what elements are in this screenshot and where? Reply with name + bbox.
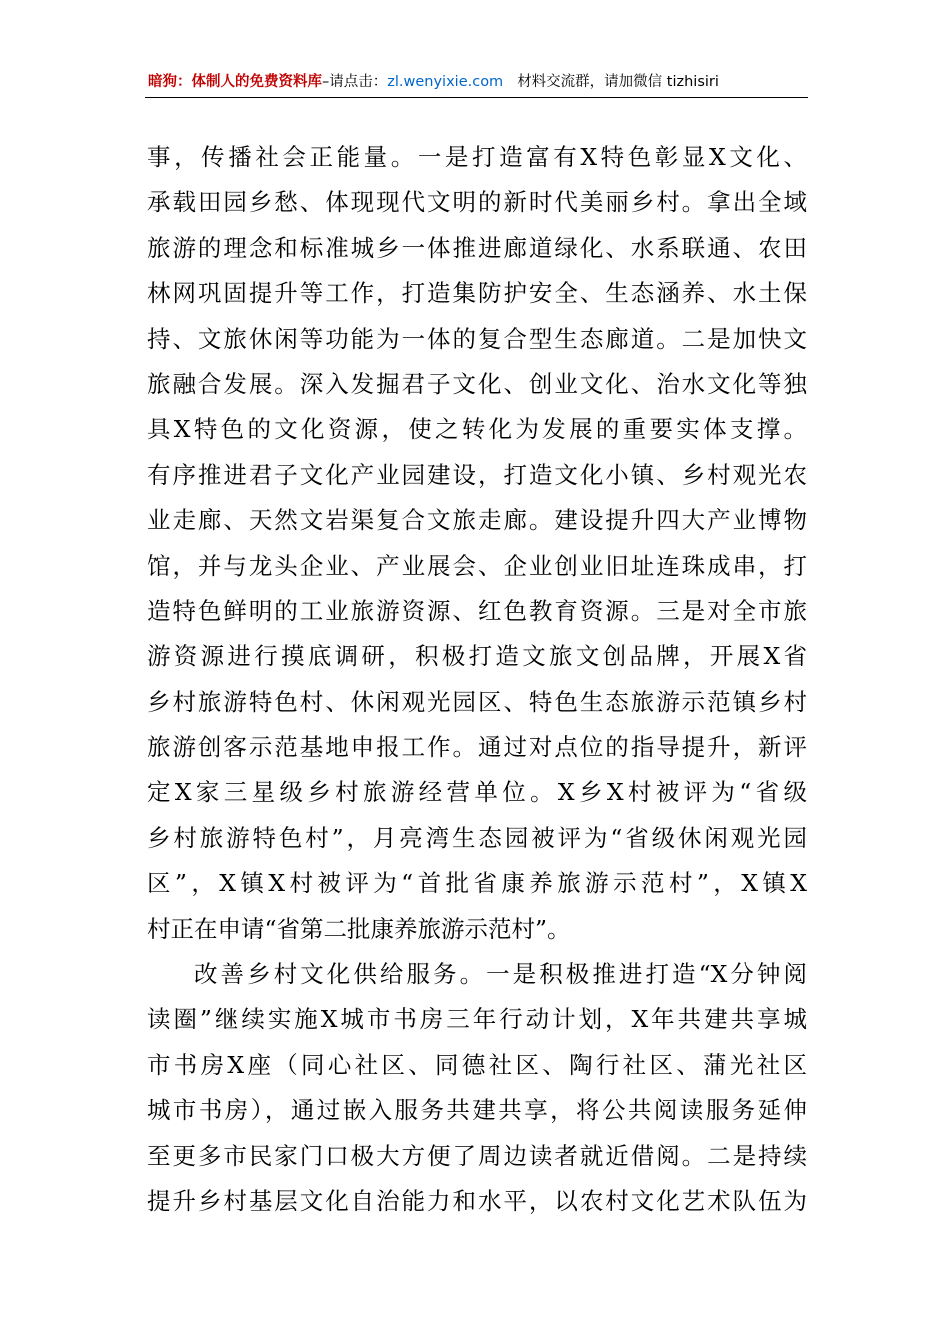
text-line: 市书房X座（同心社区、同德社区、陶行社区、蒲光社区 (147, 1050, 807, 1079)
text-line: 承载田园乡愁、体现现代文明的新时代美丽乡村。拿出全域 (147, 188, 807, 217)
header-link-prefix: –请点击： (322, 74, 388, 90)
text-line: 持、文旅休闲等功能为一体的复合型生态廊道。二是加快文 (147, 324, 807, 353)
text-line: 定X家三星级乡村旅游经营单位。X乡X村被评为“省级 (147, 778, 807, 807)
text-line: 村正在申请“省第二批康养旅游示范村”。 (147, 914, 571, 943)
text-line: 提升乡村基层文化自治能力和水平，以农村文化艺术队伍为 (147, 1186, 807, 1215)
text-line: 有序推进君子文化产业园建设，打造文化小镇、乡村观光农 (147, 460, 807, 489)
text-line: 至更多市民家门口极大方便了周边读者就近借阅。二是持续 (147, 1141, 807, 1170)
text-line: 业走廊、天然文岩渠复合文旅走廊。建设提升四大产业博物 (147, 506, 807, 535)
text-line: 具X特色的文化资源，使之转化为发展的重要实体支撑。 (147, 415, 807, 444)
paragraph (147, 135, 807, 952)
text-line: 区”，X镇X村被评为“首批省康养旅游示范村”，X镇X (147, 869, 807, 898)
header-link[interactable]: zl.wenyixie.com (387, 74, 504, 90)
header-contact: 材料交流群，请加微信 tizhisiri (517, 74, 719, 90)
text-line: 旅融合发展。深入发掘君子文化、创业文化、治水文化等独 (147, 369, 807, 398)
header-divider (145, 97, 808, 98)
text-line: 造特色鲜明的工业旅游资源、红色教育资源。三是对全市旅 (147, 596, 807, 625)
text-line: 乡村旅游特色村”，月亮湾生态园被评为“省级休闲观光园 (147, 823, 807, 852)
text-line: 读圈”继续实施X城市书房三年行动计划，X年共建共享城 (147, 1005, 807, 1034)
text-line: 林网巩固提升等工作，打造集防护安全、生态涵养、水土保 (147, 279, 807, 308)
text-line: 事，传播社会正能量。一是打造富有X特色彰显X文化、 (147, 143, 807, 171)
text-line: 旅游创客示范基地申报工作。通过对点位的指导提升，新评 (147, 733, 807, 762)
header-brand: 暗狗：体制人的免费资料库 (148, 74, 322, 90)
document-body (147, 135, 807, 1224)
text-line: 改善乡村文化供给服务。一是积极推进打造“X分钟阅 (194, 960, 807, 989)
text-line: 馆，并与龙头企业、产业展会、企业创业旧址连珠成串，打 (147, 551, 807, 580)
text-line: 乡村旅游特色村、休闲观光园区、特色生态旅游示范镇乡村 (147, 687, 807, 716)
text-line: 城市书房），通过嵌入服务共建共享，将公共阅读服务延伸 (147, 1096, 807, 1125)
paragraph (147, 952, 807, 1224)
text-line: 旅游的理念和标准城乡一体推进廊道绿化、水系联通、农田 (147, 233, 807, 262)
text-line: 游资源进行摸底调研，积极打造文旅文创品牌，开展X省 (147, 642, 807, 671)
page-header (148, 68, 808, 96)
